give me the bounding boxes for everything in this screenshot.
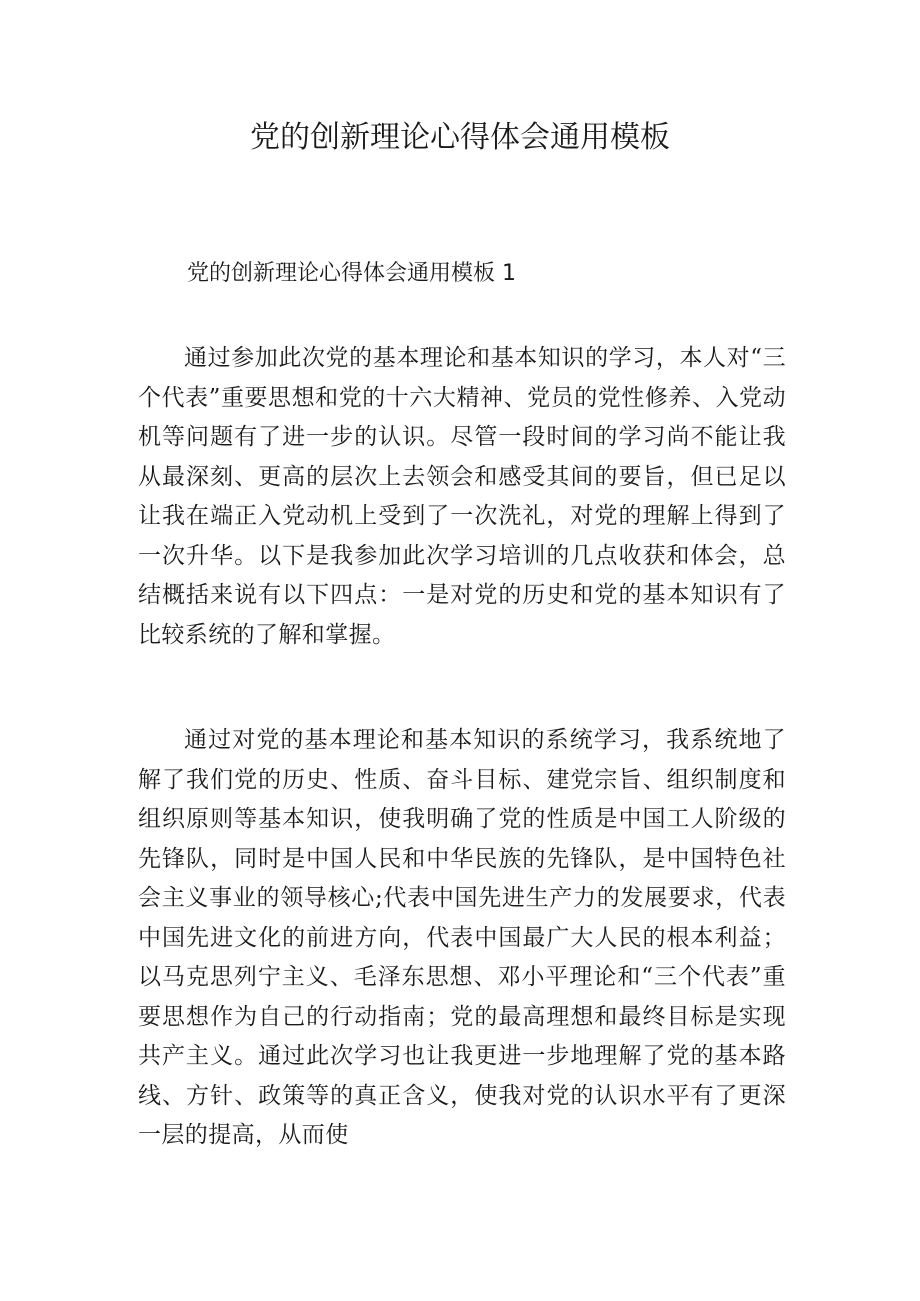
paragraph-1: 通过参加此次党的基本理论和基本知识的学习，本人对“三个代表”重要思想和党的十六大精神、党员的党性修养、入党动机等问题有了进一步的认识。尽管一段时间的学习尚不能让我从最深刻、更高的层次上去领会和感受其间的要旨，但已足以让我在端正入党动机上受到了一次洗礼，对党的理解上得到了一次升华。以下是我参加此次学习培训的几点收获和体会，总结概括来说有以下四点：一是对党的历史和党的基本知识有了比较系统的了解和掌握。 xyxy=(138,345,786,648)
section-heading: 党的创新理论心得体会通用模板 1 xyxy=(187,261,516,286)
document-title: 党的创新理论心得体会通用模板 xyxy=(250,120,670,155)
paragraph-2: 通过对党的基本理论和基本知识的系统学习，我系统地了解了我们党的历史、性质、奋斗目标、建党宗旨、组织制度和组织原则等基本知识，使我明确了党的性质是中国工人阶级的先锋队，同时是中国人民和中华民族的先锋队，是中国特色社会主义事业的领导核心;代表中国先进生产力的发展要求，代表中国先进文化的前进方向，代表中国最广大人民的根本利益；以马克思列宁主义、毛泽东思想、邓小平理论和“三个代表”重要思想作为自己的行动指南；党的最高理想和最终目标是实现共产主义。通过此次学习也让我更进一步地理解了党的基本路线、方针、政策等的真正含义，使我对党的认识水平有了更深一层的提高，从而使 xyxy=(138,727,786,1148)
